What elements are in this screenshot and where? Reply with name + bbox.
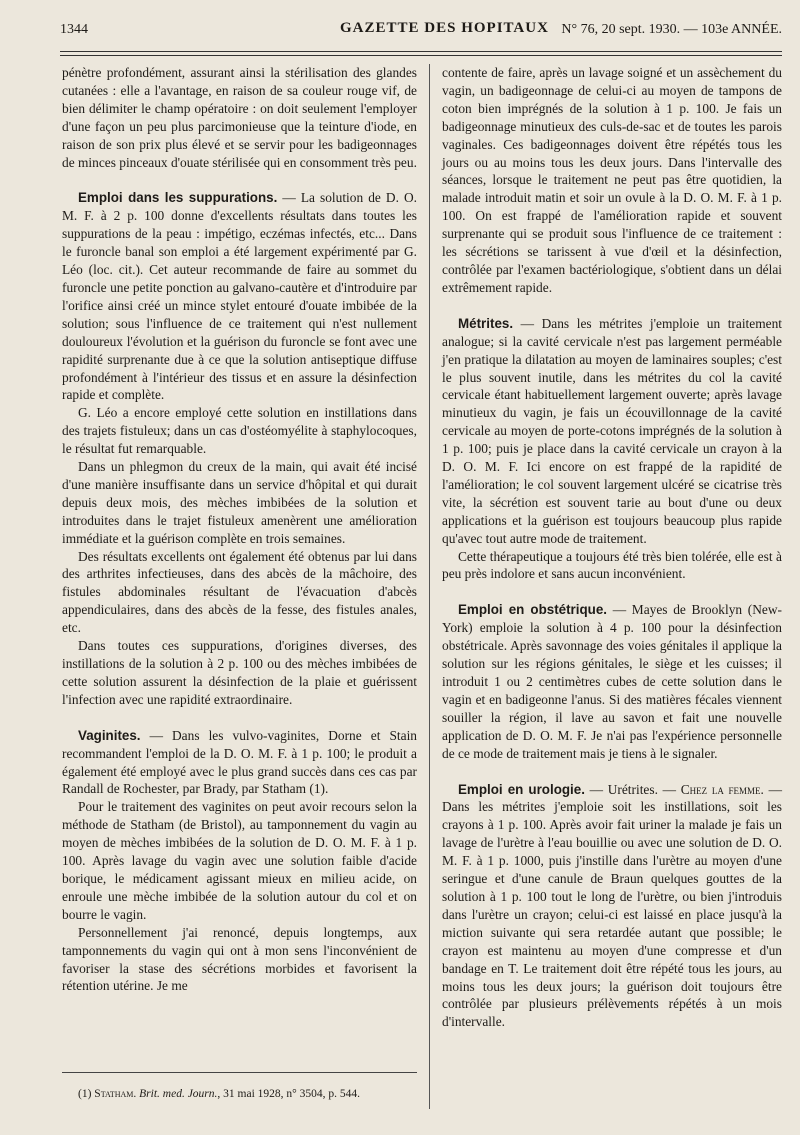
paragraph: Vaginites. — Dans les vulvo-vaginites, Dorne et Stain recommandent l'emploi de la D. O. M. F. à 1 p. 100; le produit a également été employé avec le plus grand succès dans ces cas par Randall de Rochester, par Brady, par Statham (1). — [62, 727, 417, 797]
paragraph: Emploi en obstétrique. — Mayes de Brooklyn (New-York) emploie la solution à 4 p. 100 pour la désinfection obstétricale. Après savonnage des voies génitales il applique la solution sur les régions génitales, le siège et les cuisses; il introduit 1 ou 2 centimètres cubes de cette solution dans le vagin et en badigeonne l'anus. Si des matières fécales viennent souiller la région, il lave au savon et fait une nouvelle application de D. O. M. F. Je n'ai pas l'expérience personnelle de ce mode de traitement mais je tiens à le signaler. — [442, 602, 782, 761]
paragraph: Métrites. — Dans les métrites j'emploie un traitement analogue; si la cavité cervicale n'est pas largement perméable j'en pratique la dilatation au moyen de laminaires souples; c'est le plus souvent inutile, dans les métrites du col la cavité cervicale étant habituellement largement ouverte; après lavage minutieux du vagin, je fais un écouvillonnage de la cavité cervicale au moyen de porte-cotons imprégnés de la solution à 1 p. 100; puis je place dans la cavité cervicale un crayon à la D. O. M. F. Ici encore on est frappé de la rapidité de l'amélioration; le col souvent largement ulcéré se cicatrise très vite, la sécrétion est souvent tarie au bout d'une ou deux applications et la guérison est toujours beaucoup plus rapide qu'avec tout autre mode de traitement. — [442, 315, 782, 546]
paragraph: Dans toutes ces suppurations, d'origines diverses, des instillations de la solution à 2 p. 100 ou des mèches imbibées de cette solution assurent la désinfection de la plaie et guérissent l'infection avec une rapidité extraordinaire. — [62, 638, 417, 707]
footnote: (1) Statham. Brit. med. Journ., 31 mai 1928, n° 3504, p. 544. — [78, 1088, 360, 1100]
left-column — [62, 64, 417, 995]
header-rule-top — [60, 51, 782, 52]
journal-title: GAZETTE DES HOPITAUX — [340, 20, 549, 36]
paragraph: G. Léo a encore employé cette solution en instillations dans des trajets fistuleux; dans un cas d'ostéomyélite à staphylocoques, le résultat fut remarquable. — [62, 405, 417, 457]
subheading: Chez la femme. — [680, 781, 764, 797]
section-heading: Emploi dans les suppurations. — [78, 190, 278, 206]
section-heading: Métrites. — [458, 315, 514, 331]
paragraph: Emploi dans les suppurations. — La solution de D. O. M. F. à 2 p. 100 donne d'excellents résultats dans toutes les suppurations de la peau : impétigo, eczémas infectés, etc... Dans le furoncle banal son emploi a été largement expérimenté par G. Léo (loc. cit.). Cet auteur recommande de faire au sommet du furoncle une petite ponction au galvano-cautère et d'introduire par l'orifice ainsi créé un mince stylet entouré d'ouate imbibée de la solution; sous l'influence de ce traitement qui n'est nullement douloureux l'évolution et la guérison du furoncle se font avec une rapidité surprenante due à ce que la solution antiseptique diffuse profondément à l'intérieur des tissus et en assure la désinfection rapide et complète. — [62, 190, 417, 403]
paragraph: Personnellement j'ai renoncé, depuis longtemps, aux tamponnements du vagin qui ont à mon sens l'inconvénient de favoriser la stase des sécrétions morbides et favorisent la rétention utérine. Je me — [62, 924, 417, 994]
footnote-rule — [62, 1072, 417, 1073]
paragraph: Des résultats excellents ont également été obtenus par lui dans des arthrites infectieuses, dans des abcès de la mâchoire, des fistules abdominales résultant de l'évacuation d'abcès appendiculaires, dans des abcès de la fesse, des fistules anales, etc. — [62, 548, 417, 636]
section-heading: Vaginites. — [78, 727, 141, 743]
paragraph: Emploi en urologie. — Urétrites. — Chez la femme. — Dans les métrites j'emploie soit les instillations, soit les crayons à 1 p. 100. Après avoir fait uriner la malade je fais un lavage de l'urètre à l'eau bouillie ou avec une solution de D. O. M. F. à 1 p. 1000, puis j'instille dans l'urètre au moyen d'une seringue et d'une canule de Braun quelques gouttes de la solution à 1 p. 100 tout le long de l'urètre, ou bien j'introduis dans l'urètre un crayon; celui-ci est laissé en place jusqu'à la miction suivante qui sera retardée autant que possible; le crayon est maintenu au moyen d'une compresse et d'un bandage en T. Le traitement doit être répété tous les jours, au moins tous les deux jours; la guérison doit toujours être contrôlée par plusieurs prélèvements répétés à un mois d'intervalle. — [442, 781, 782, 1030]
section-heading: Emploi en obstétrique. — [458, 602, 608, 618]
column-divider — [429, 64, 430, 1109]
right-column — [442, 64, 782, 1031]
section-heading: Emploi en urologie. — [458, 781, 585, 797]
paragraph: Cette thérapeutique a toujours été très bien tolérée, elle est à peu près indolore et sans aucun inconvénient. — [442, 548, 782, 582]
page-header — [60, 20, 782, 44]
page-number: 1344 — [60, 22, 88, 37]
paragraph: Pour le traitement des vaginites on peut avoir recours selon la méthode de Statham (de Bristol), au tamponnement du vagin au moyen de mèches imbibées de la solution de D. O. M. F. à 1 p. 100. Après lavage du vagin avec une solution faible d'acide borique, le médicament agissant mieux en milieu acide, on enroule une mèche imbibée de la solution autour du col et on bourre le vagin. — [62, 799, 417, 922]
paragraph: Dans un phlegmon du creux de la main, qui avait été incisé d'une manière insuffisante dans un service d'hôpital et qui durait depuis deux mois, des mèches imbibées de la solution et introduites dans le trajet fistuleux amenèrent une amélioration immédiate et la guérison complète en trois semaines. — [62, 459, 417, 546]
issue-info: N° 76, 20 sept. 1930. — 103e ANNÉE. — [561, 22, 782, 37]
paragraph: pénètre profondément, assurant ainsi la stérilisation des glandes cutanées : elle a l'avantage, en raison de sa couleur rouge vif, de bien délimiter le champ opératoire : on doit seulement l'employer d'une façon un peu plus parcimonieuse que la teinture d'iode, en raison de son prix plus élevé et se servir pour les badigeonnages de minces pinceaux d'ouate stérilisée qui en consomment très peu. — [62, 65, 417, 170]
paragraph: contente de faire, après un lavage soigné et un assèchement du vagin, un badigeonnage de celui-ci au moyen de tampons de coton bien imprégnés de la solution à 1 p. 100. Je fais un badigeonnage minutieux des culs-de-sac et de toutes les parois vaginales. Ces badigeonnages doivent être répétés tous les jours ou au moins tous les deux jours. Dans l'intervalle des séances, lorsque le traitement ne peut pas être quotidien, la malade introduit matin et soir un ovule à la D. O. M. F. à 1 p. 100. On est frappé de l'amélioration rapide et souvent surprenante qui se produit sous l'influence de ce traitement : les sécrétions se tarissent à vue d'œil et la désinfection, contrôlée par l'examen bactériologique, s'obtient dans un délai extrêmement rapide. — [442, 65, 782, 295]
header-rule-bottom — [60, 55, 782, 56]
